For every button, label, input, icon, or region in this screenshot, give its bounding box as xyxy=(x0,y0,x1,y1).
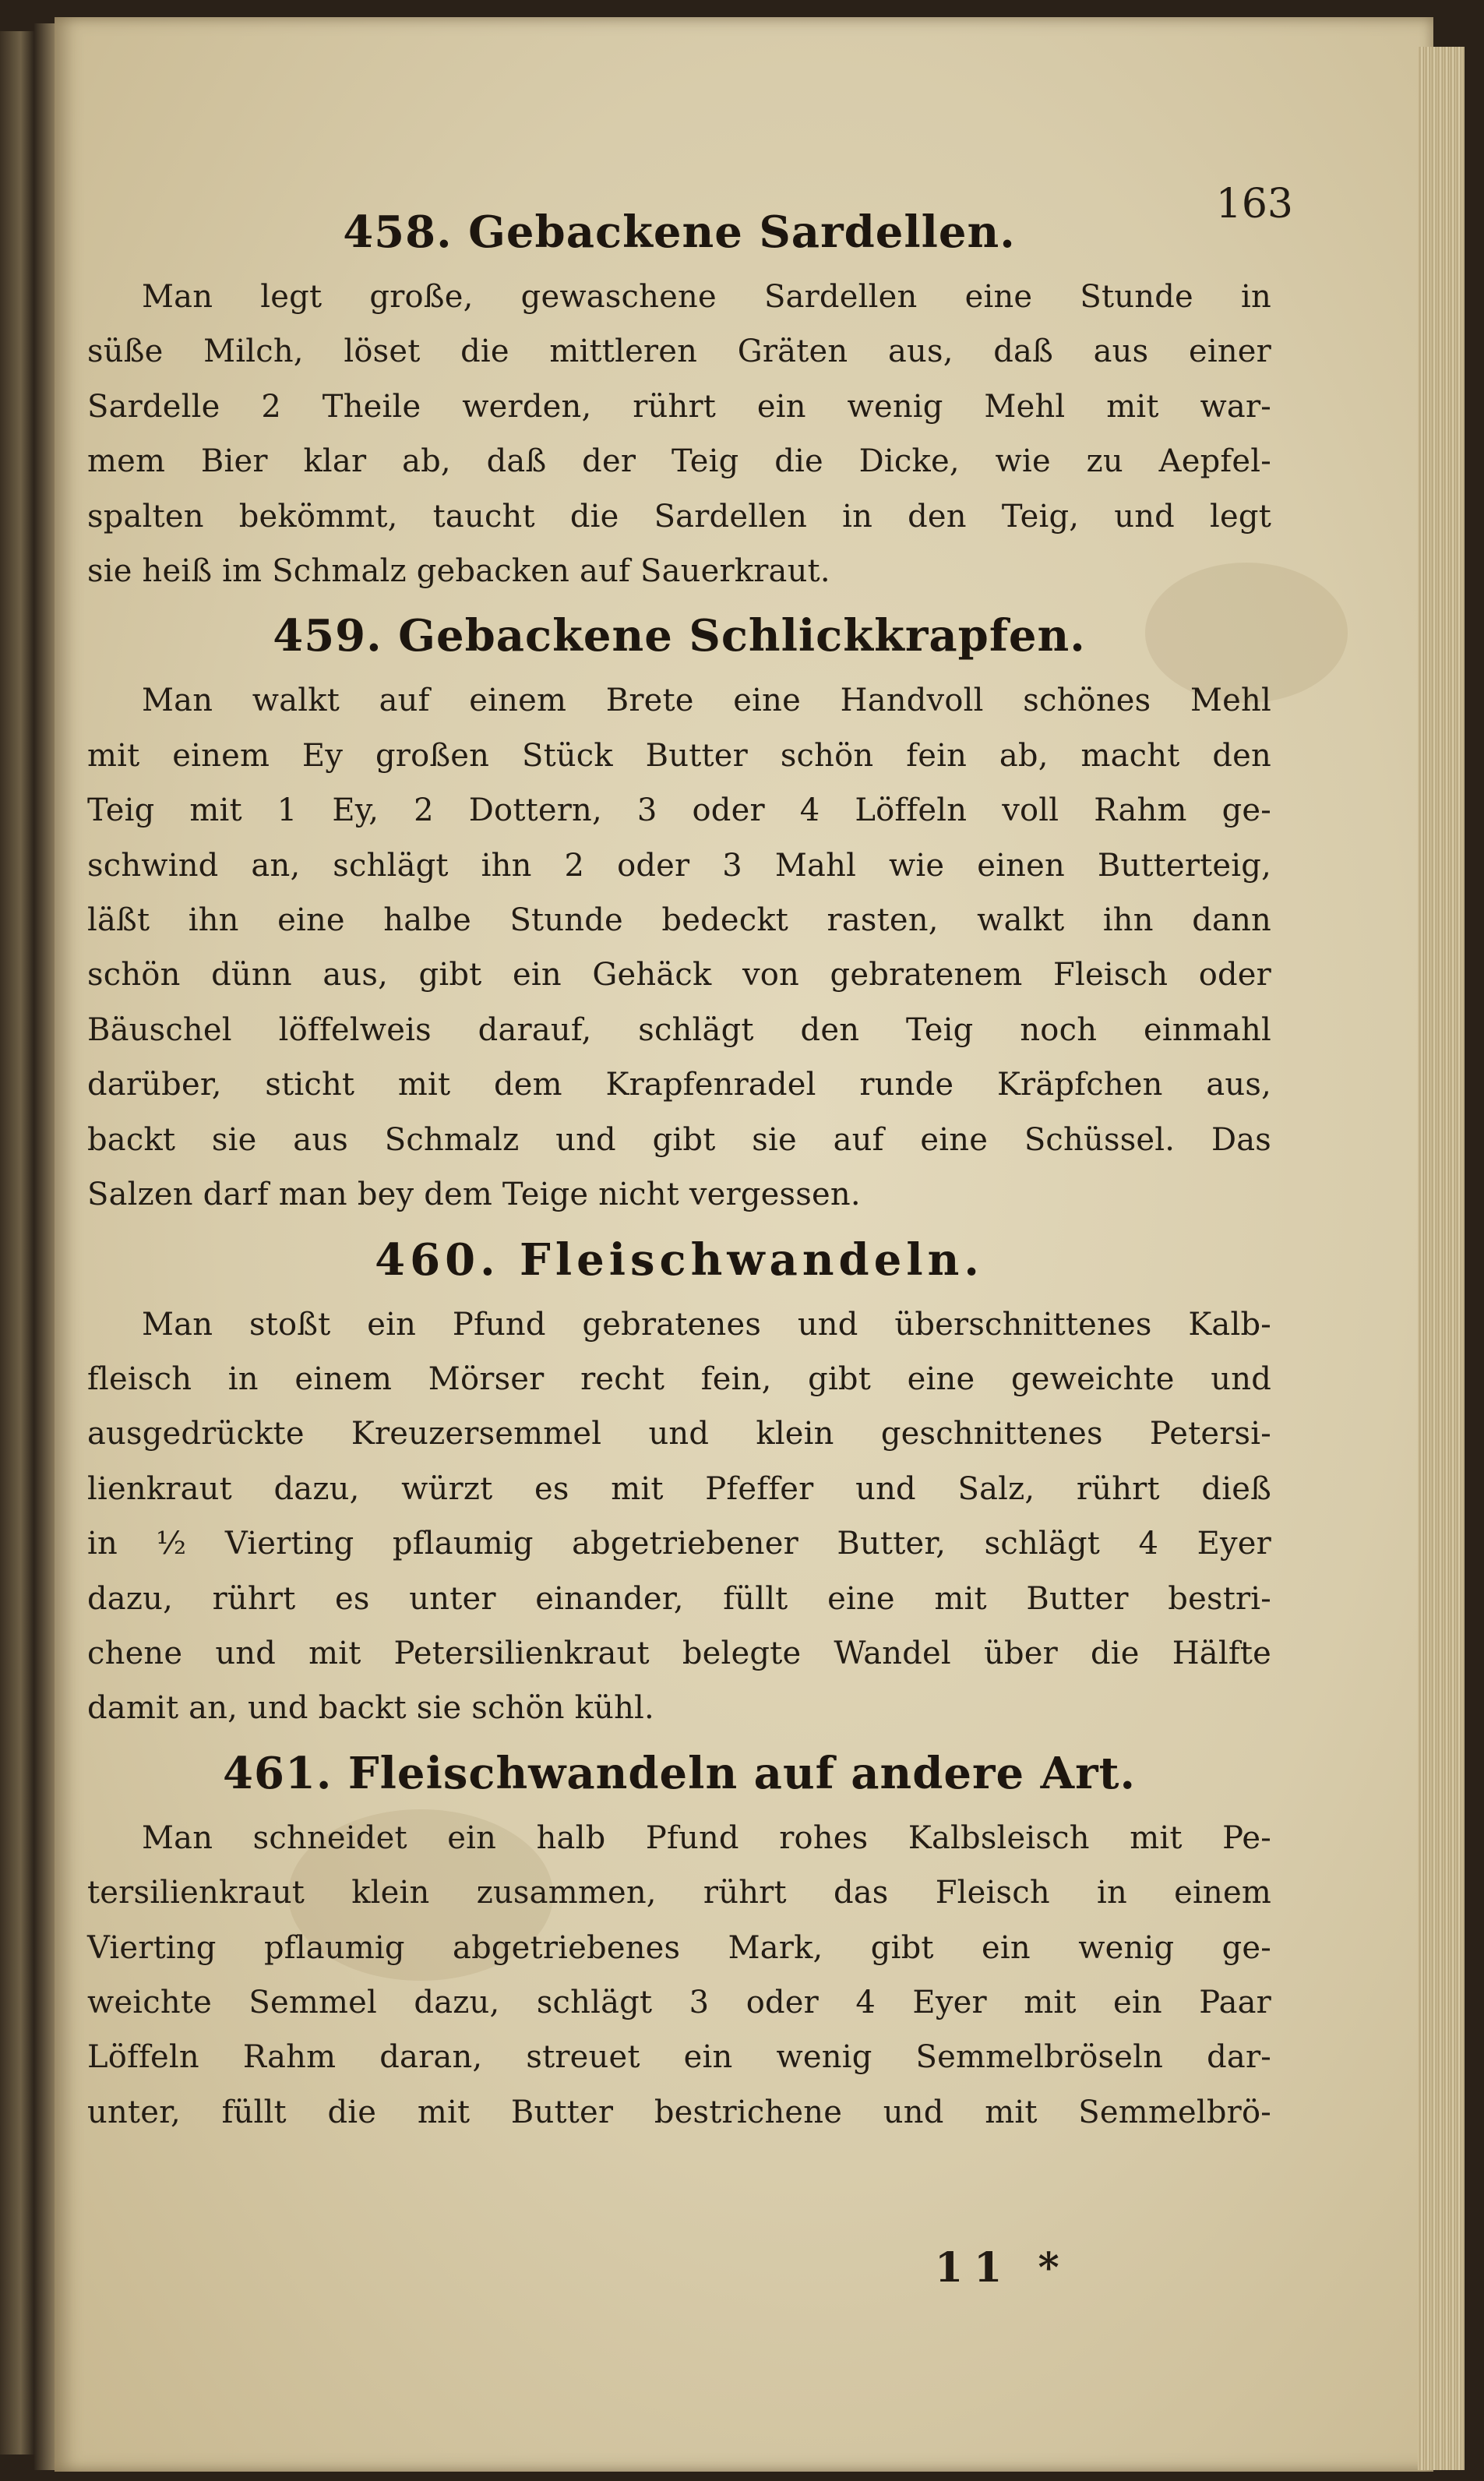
text-line: Man schneidet ein halb Pfund rohes Kalbsleisch mit Pe- xyxy=(142,1819,1271,1856)
text-line: schwind an, schlägt ihn 2 oder 3 Mahl wie einen Butterteig, xyxy=(87,847,1271,884)
recipe-heading: 459. Gebackene Schlickkrapfen. xyxy=(273,610,1086,662)
text-line: backt sie aus Schmalz und gibt sie auf eine Schüssel. Das xyxy=(87,1121,1271,1158)
text-line: süße Milch, löset die mittleren Gräten aus, daß aus einer xyxy=(87,334,1271,370)
recipe-459 xyxy=(87,603,1271,1222)
recipe-461 xyxy=(87,1741,1271,2140)
page-number: 163 xyxy=(1215,181,1293,228)
text-line: Man stoßt ein Pfund gebratenes und überschnittenes Kalb- xyxy=(142,1306,1271,1343)
text-line: darüber, sticht mit dem Krapfenradel runde Kräpfchen aus, xyxy=(87,1067,1271,1103)
text-line: Man legt große, gewaschene Sardellen eine Stunde in xyxy=(142,279,1271,315)
recipe-body xyxy=(87,1811,1271,2140)
text-line: spalten bekömmt, taucht die Sardellen in den Teig, und legt xyxy=(87,498,1271,535)
text-line: Sardelle 2 Theile werden, rührt ein wenig Mehl mit war- xyxy=(87,388,1271,425)
text-line: Löffeln Rahm daran, streuet ein wenig Semmelbröseln dar- xyxy=(87,2039,1271,2076)
recipe-body xyxy=(87,673,1271,1222)
text-line: lienkraut dazu, würzt es mit Pfeffer und Salz, rührt dieß xyxy=(87,1470,1271,1507)
text-line: weichte Semmel dazu, schlägt 3 oder 4 Eyer mit ein Paar xyxy=(87,1984,1271,2020)
text-line: sie heiß im Schmalz gebacken auf Sauerkraut. xyxy=(87,553,830,590)
signature-mark: 11 * xyxy=(935,2244,1070,2292)
text-line: unter, füllt die mit Butter bestrichene und mit Semmelbrö- xyxy=(87,2094,1271,2130)
recipe-460 xyxy=(87,1227,1271,1736)
text-line: tersilienkraut klein zusammen, rührt das Fleisch in einem xyxy=(87,1875,1271,1911)
text-line: Bäuschel löffelweis darauf, schlägt den Teig noch einmahl xyxy=(87,1011,1271,1048)
text-line: schön dünn aus, gibt ein Gehäck von gebratenem Fleisch oder xyxy=(87,957,1271,993)
previous-page-edge xyxy=(0,31,34,2455)
text-line: fleisch in einem Mörser recht fein, gibt eine geweichte und xyxy=(87,1360,1271,1397)
page-text xyxy=(87,195,1271,2140)
text-line: läßt ihn eine halbe Stunde bedeckt rasten, walkt ihn dann xyxy=(87,902,1271,939)
text-line: Man walkt auf einem Brete eine Handvoll schönes Mehl xyxy=(142,683,1271,719)
recipe-body xyxy=(87,270,1271,598)
recipe-body xyxy=(87,1297,1271,1736)
text-line: ausgedrückte Kreuzersemmel und klein geschnittenes Petersi- xyxy=(87,1416,1271,1452)
recipe-heading: 458. Gebackene Sardellen. xyxy=(343,206,1016,258)
text-line: mem Bier klar ab, daß der Teig die Dicke, wie zu Aepfel- xyxy=(87,443,1271,480)
text-line: mit einem Ey großen Stück Butter schön fein ab, macht den xyxy=(87,737,1271,774)
text-line: chene und mit Petersilienkraut belegte Wandel über die Hälfte xyxy=(87,1635,1271,1671)
recipe-heading: 461. Fleischwandeln auf andere Art. xyxy=(223,1747,1136,1799)
page-edges xyxy=(1418,47,1468,2470)
text-line: in ½ Vierting pflaumig abgetriebener Butter, schlägt 4 Eyer xyxy=(87,1526,1271,1562)
text-line: Teig mit 1 Ey, 2 Dottern, 3 oder 4 Löffeln voll Rahm ge- xyxy=(87,792,1271,829)
recipe-458 xyxy=(87,199,1271,598)
recipe-heading: 460. Fleischwandeln. xyxy=(375,1233,984,1286)
text-line: Salzen darf man bey dem Teige nicht vergessen. xyxy=(87,1177,861,1213)
text-line: damit an, und backt sie schön kühl. xyxy=(87,1690,654,1727)
text-line: Vierting pflaumig abgetriebenes Mark, gibt ein wenig ge- xyxy=(87,1929,1271,1966)
text-line: dazu, rührt es unter einander, füllt eine mit Butter bestri- xyxy=(87,1580,1271,1617)
